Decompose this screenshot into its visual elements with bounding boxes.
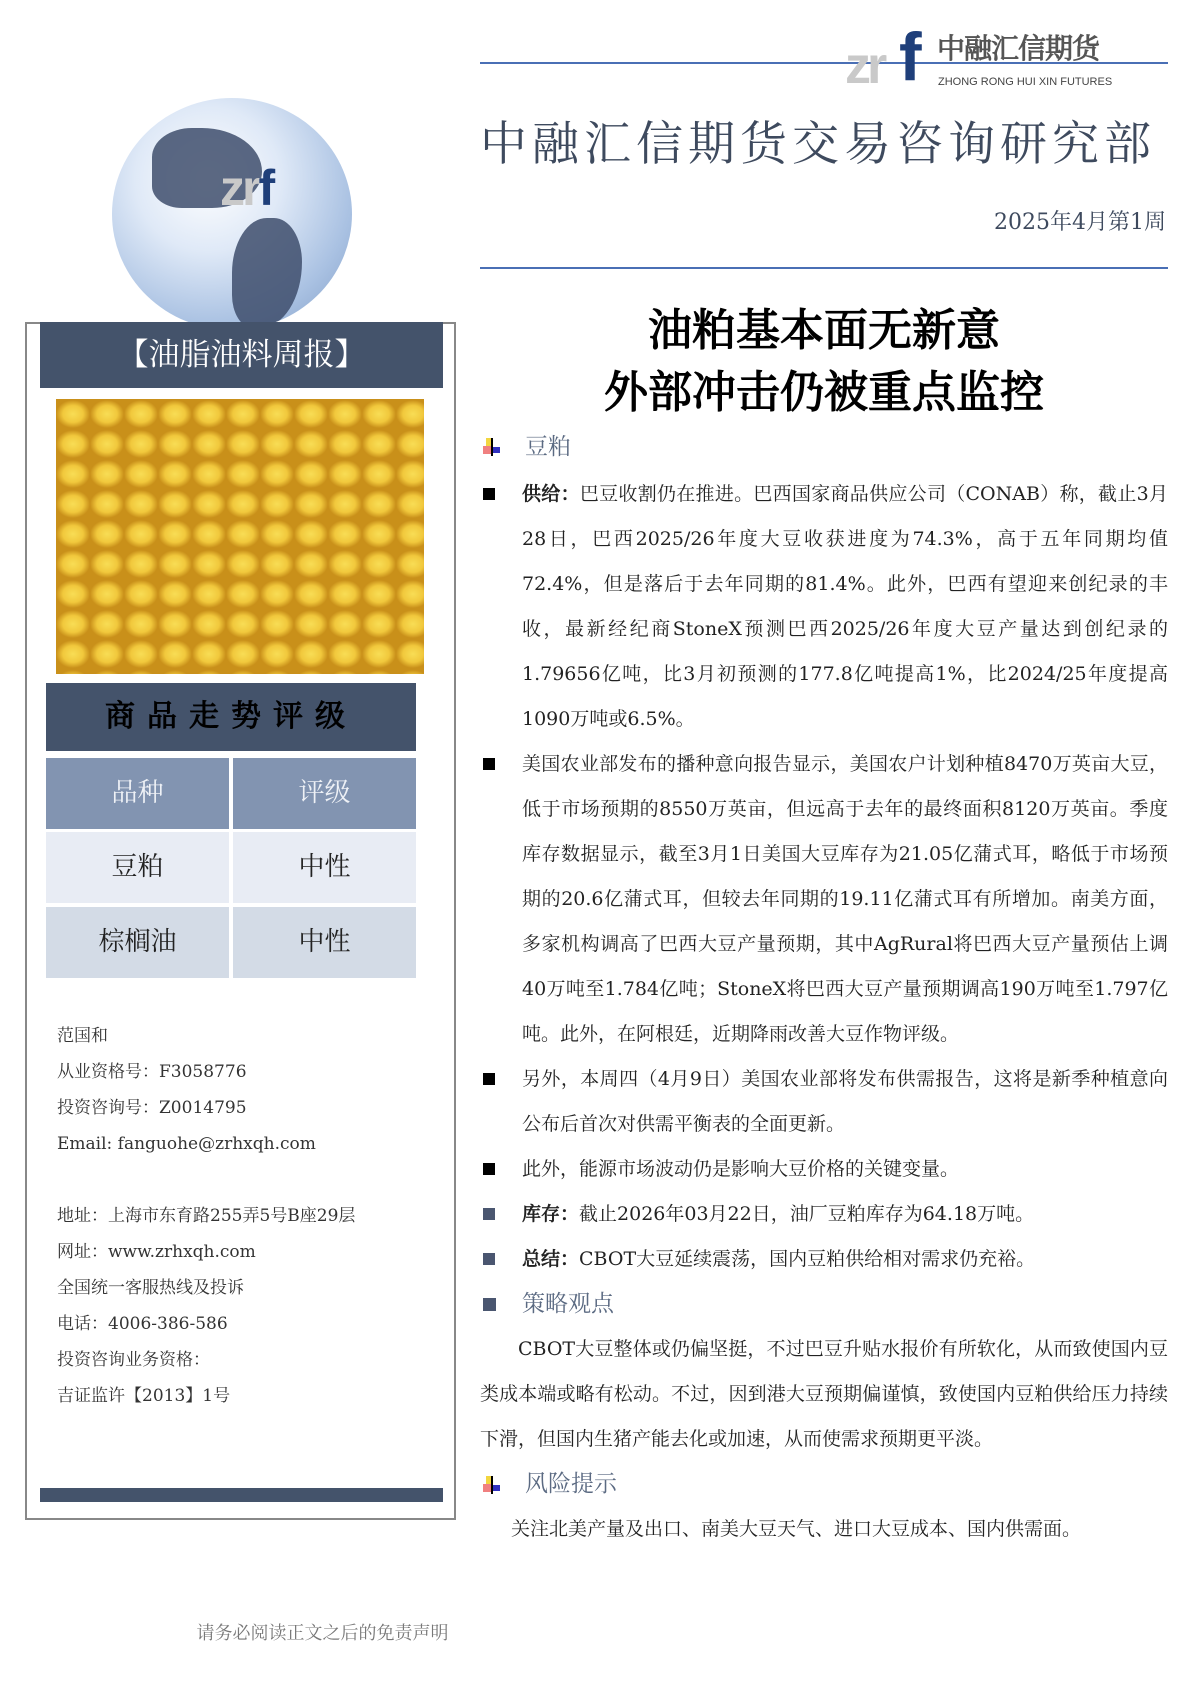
bullet-icon [483, 758, 495, 770]
risk-heading: 风险提示 [483, 1462, 1168, 1507]
section-marker-icon [483, 1476, 501, 1494]
website-link[interactable]: 网址：www.zrhxqh.com [57, 1242, 256, 1262]
logo-english-name: ZHONG RONG HUI XIN FUTURES [938, 76, 1113, 88]
bullet-usda: 美国农业部发布的播种意向报告显示，美国农户计划种植8470万英亩大豆，低于市场预期的8550万英亩，但远高于去年的最终面积8120万英亩。季度库存数据显示，截至3月1日美国大豆库存为21.05亿蒲式耳，略低于市场预期的20.6亿蒲式耳，但较去年同期的19.11亿蒲式耳有所增加。南美方面，多家机构调高了巴西大豆产量预期，其中AgRural将巴西大豆产量预估上调40万吨至1.784亿吨；StoneX将巴西大豆产量预期调高190万吨至1.797亿吨。此外，在阿根廷，近期降雨改善大豆作物评级。 [483, 742, 1168, 1057]
bullet-icon [483, 1253, 495, 1265]
rating-cell: 豆粕 [46, 832, 229, 903]
analyst-contact [57, 1018, 447, 1414]
logo-chinese-name: 中融汇信期货 [937, 32, 1100, 65]
bullet-icon [483, 1073, 495, 1085]
rating-title: 商品走势评级 [46, 683, 416, 751]
phone-number: 电话：4006-386-586 [57, 1314, 228, 1334]
section-soymeal-heading [483, 432, 571, 462]
strategy-heading: 策略观点 [483, 1282, 1168, 1327]
report-date: 2025年4月第1周 [994, 210, 1166, 235]
bullet-wasde: 另外，本周四（4月9日）美国农业部将发布供需报告，这将是新季种植意向公布后首次对供需平衡表的全面更新。 [483, 1057, 1168, 1147]
logo-f: f [899, 19, 922, 95]
sidebar-bottom-bar [40, 1488, 443, 1502]
rating-header-rating: 评级 [233, 758, 416, 829]
bullet-icon [483, 1163, 495, 1175]
globe-logo-mark: zrf [220, 160, 273, 216]
section-title: 豆粕 [525, 434, 571, 460]
soybean-image [56, 399, 424, 674]
bullet-summary: 总结：CBOT大豆延续震荡，国内豆粕供给相对需求仍充裕。 [483, 1237, 1168, 1282]
bullet-icon [483, 1208, 495, 1220]
report-body [480, 472, 1168, 1552]
rating-cell: 中性 [233, 832, 416, 903]
consulting-number: 投资咨询号：Z0014795 [57, 1098, 247, 1118]
globe-logo-image [112, 98, 352, 330]
square-marker-icon [483, 1298, 496, 1311]
logo-zr: zr [845, 37, 884, 95]
company-logo [845, 19, 1175, 95]
email-link[interactable]: Email: fanguohe@zrhxqh.com [57, 1134, 316, 1154]
headline-line-2: 外部冲击仍被重点监控 [604, 367, 1044, 418]
headline-line-1: 油粕基本面无新意 [648, 305, 1000, 356]
strategy-text: CBOT大豆整体或仍偏坚挺，不过巴豆升贴水报价有所软化，从而致使国内豆类成本端或略有松动。不过，因到港大豆预期偏谨慎，致使国内豆粕供给压力持续下滑，但国内生猪产能去化或加速，从而使需求预期更平淡。 [480, 1338, 1168, 1450]
hotline-label: 全国统一客服热线及投诉 [57, 1278, 244, 1298]
rating-cell: 棕榈油 [46, 907, 229, 978]
rating-cell: 中性 [233, 907, 416, 978]
analyst-name: 范国和 [57, 1026, 108, 1046]
headline [480, 300, 1168, 424]
license-label: 投资咨询业务资格： [57, 1350, 210, 1370]
disclaimer-note: 请务必阅读正文之后的免责声明 [196, 1623, 449, 1644]
risk-text: 关注北美产量及出口、南美大豆天气、进口大豆成本、国内供需面。 [511, 1518, 1082, 1540]
bullet-supply: 供给：巴豆收割仍在推进。巴西国家商品供应公司（CONAB）称，截止3月28日，巴西2025/26年度大豆收获进度为74.3%，高于五年同期均值72.4%，但是落后于去年同期的81.4%。此外，巴西有望迎来创纪录的丰收，最新经纪商StoneX预测巴西2025/26年度大豆产量达到创纪录的1.79656亿吨，比3月初预测的177.8亿吨提高1%，比2024/25年度提高1090万吨或6.5%。 [483, 472, 1168, 742]
bullet-energy: 此外，能源市场波动仍是影响大豆价格的关键变量。 [483, 1147, 1168, 1192]
report-type-title: 【油脂油料周报】 [40, 322, 443, 388]
bullet-icon [483, 488, 495, 500]
qualification-number: 从业资格号：F3058776 [57, 1062, 247, 1082]
rating-header-commodity: 品种 [46, 758, 229, 829]
department-title: 中融汇信期货交易咨询研究部 [480, 117, 1156, 172]
license-number: 吉证监许【2013】1号 [57, 1386, 231, 1406]
company-address: 地址：上海市东育路255弄5号B座29层 [57, 1206, 356, 1226]
section-marker-icon [483, 438, 501, 456]
bullet-inventory: 库存：截止2026年03月22日，油厂豆粕库存为64.18万吨。 [483, 1192, 1168, 1237]
spacer [57, 1162, 447, 1198]
header-rule-bottom [480, 267, 1168, 269]
